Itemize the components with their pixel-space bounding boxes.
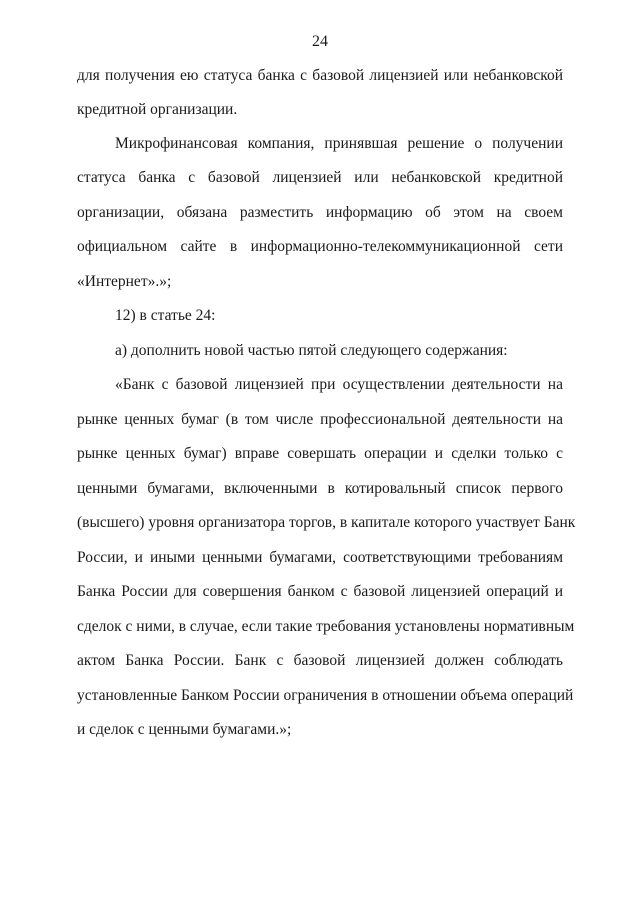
text-line: «Интернет».»; bbox=[77, 273, 172, 290]
text-line: официальном сайте в информационно-телекоммуникационной сети bbox=[77, 238, 563, 255]
text-line: России, и иными ценными бумагами, соответствующими требованиям bbox=[77, 549, 563, 566]
text-line: установленные Банком России ограничения в отношении объема операций bbox=[77, 687, 574, 704]
text-line: и сделок с ценными бумагами.»; bbox=[77, 721, 292, 738]
text-line: а) дополнить новой частью пятой следующего содержания: bbox=[115, 342, 508, 359]
text-line: для получения ею статуса банка с базовой лицензией или небанковской bbox=[77, 67, 563, 84]
text-line: ценными бумагами, включенными в котировальный список первого bbox=[77, 480, 563, 497]
text-line: кредитной организации. bbox=[77, 101, 238, 118]
text-line: рынке ценных бумаг (в том числе профессиональной деятельности на bbox=[77, 411, 563, 428]
text-line: (высшего) уровня организатора торгов, в капитале которого участвует Банк bbox=[77, 514, 576, 531]
text-line: Микрофинансовая компания, принявшая решение о получении bbox=[115, 135, 563, 152]
text-line: организации, обязана разместить информацию об этом на своем bbox=[77, 204, 563, 221]
page-number: 24 bbox=[312, 33, 328, 50]
text-line: Банка России для совершения банком с базовой лицензией операций и bbox=[77, 583, 563, 600]
text-line: «Банк с базовой лицензией при осуществлении деятельности на bbox=[115, 376, 563, 393]
text-line: статуса банка с базовой лицензией или небанковской кредитной bbox=[77, 169, 563, 186]
text-line: сделок с ними, в случае, если такие требования установлены нормативным bbox=[77, 618, 575, 635]
text-line: 12) в статье 24: bbox=[115, 307, 216, 324]
text-line: рынке ценных бумаг) вправе совершать операции и сделки только с bbox=[77, 445, 563, 462]
text-line: актом Банка России. Банк с базовой лицензией должен соблюдать bbox=[77, 652, 563, 669]
